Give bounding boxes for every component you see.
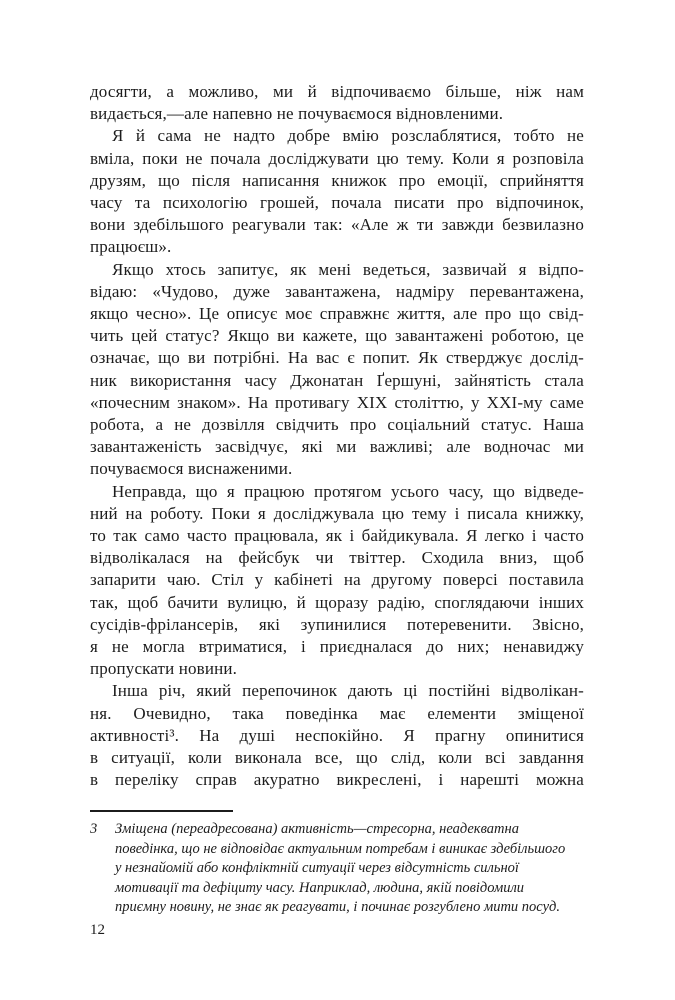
page-number: 12 [90,922,105,938]
text-line: вміла, поки не почала досліджувати цю тему. Коли я розповіла [90,148,584,168]
text-line: сусідів-фрілансерів, які зупинилися потеревенити. Звісно, [90,614,584,634]
text-line: я не могла втриматися, і приєдналася до них; ненавиджу [90,637,584,657]
text-line: то так само часто працювала, як і байдикувала. Я легко і часто [90,526,584,546]
text-line: Якщо хтось запитує, як мені ведеться, зазвичай я відпо- [112,259,584,279]
footnote-row [90,820,584,918]
text-line: Я й сама не надто добре вмію розслаблятися, тобто не [112,126,584,146]
text-line: Неправда, що я працюю протягом усього часу, що відведе- [112,481,584,501]
text-line: видається,—але напевно не почуваємося відновленими. [90,104,504,124]
footnote [90,810,584,918]
text-line: означає, що ви потрібні. На вас є попит. Як стверджує дослід- [90,348,584,368]
text-line: в ситуації, коли виконала все, що слід, коли всі завдання [90,748,584,768]
text-line: пропускати новини. [90,659,237,679]
text-line: працюєш». [90,237,172,257]
text-line: робота, а не дозвілля свідчить про соціальний статус. Наша [90,415,584,435]
text-line: досягти, а можливо, ми й відпочиваємо більше, ніж нам [90,82,584,101]
text-line: часу та психологію грошей, почала писати про відпочинок, [90,193,584,213]
text-line: в переліку справ акуратно викреслені, і нарешті можна [90,770,584,790]
text-line: активності³. На душі неспокійно. Я прагну опинитися [90,725,584,745]
footnote-line: Зміщена (переадресована) активність—стресорна, неадекватна [115,821,519,837]
footnote-line: у незнайомій або конфліктній ситуації через відсутність сильної [115,860,519,877]
footnote-separator [90,810,233,812]
text-line: ня. Очевидно, така поведінка має елементи зміщеної [90,703,584,723]
text-line: Інша річ, який перепочинок дають ці постійні відволікан- [112,681,584,701]
text-line: відаю: «Чудово, дуже завантажена, надміру перевантажена, [90,281,584,301]
body-text [90,81,584,792]
text-line: так, щоб бачити вулицю, й щоразу радію, споглядаючи інших [90,592,584,612]
text-line: завантаженість засвідчує, які ми важливі; але водночас ми [90,437,584,457]
footnote-line: приємну новину, не знає як реагувати, і починає розгублено мити посуд. [115,899,560,916]
footnote-text [115,820,584,918]
text-line: ник використання часу Джонатан Ґершуні, зайнятість стала [90,370,584,390]
text-line: вони здебільшого реагували так: «Але ж ти завжди безвилазно [90,215,584,235]
text-line: друзям, що після написання книжок про емоції, сприйняття [90,170,584,190]
text-line: відволікалася на фейсбук чи твіттер. Сходила вниз, щоб [90,548,584,568]
footnote-line: мотивації та дефіциту часу. Наприклад, людина, якій повідомили [115,879,525,896]
footnote-line: поведінка, що не відповідає актуальним потребам і виникає здебільшого [115,840,566,857]
text-line: чить цей статус? Якщо ви кажете, що завантажені роботою, це [90,326,584,346]
text-line: почуваємося виснаженими. [90,459,293,479]
footnote-number: 3 [90,821,98,837]
text-line: ний на роботу. Поки я досліджувала цю тему і писала книжку, [90,503,584,523]
text-line: запарити чаю. Стіл у кабінеті на другому поверсі поставила [90,570,584,590]
text-line: «почесним знаком». На противагу XIX століттю, у XXI-му саме [90,392,584,412]
text-line: якщо чесно». Це описує моє справжнє життя, але про що свід- [90,304,584,324]
